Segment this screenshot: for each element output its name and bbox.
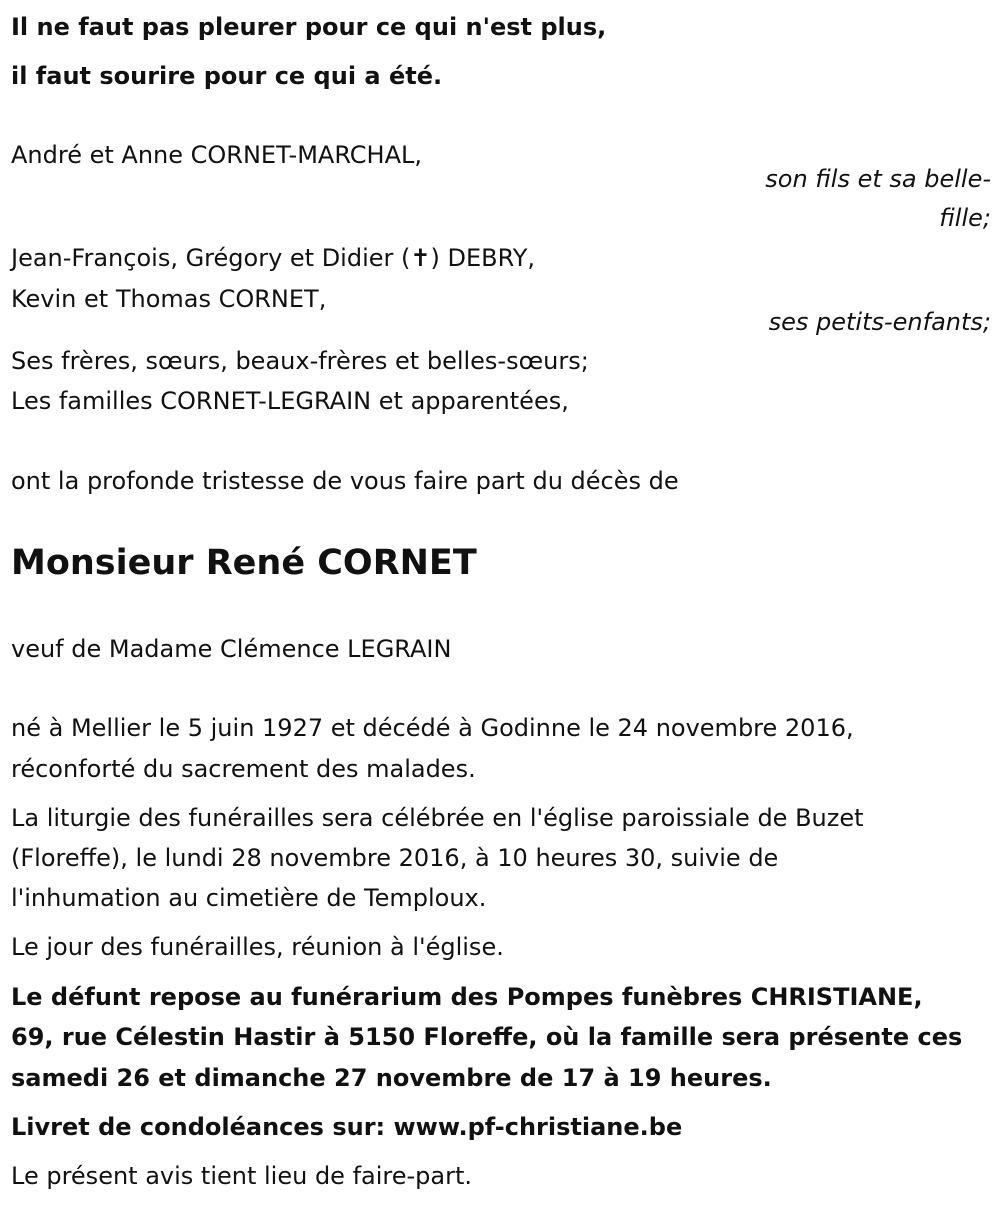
- condolences-text: Livret de condoléances sur: www.pf-christiane.be: [11, 1113, 683, 1141]
- birth-death-line-1: né à Mellier le 5 juin 1927 et décédé à Godinne le 24 novembre 2016,: [11, 714, 854, 742]
- liturgy-line-1: La liturgie des funérailles sera célébrée en l'église paroissiale de Buzet: [11, 804, 864, 832]
- family-son-role-1: son fils et sa belle-: [765, 165, 991, 193]
- rest-line-3: samedi 26 et dimanche 27 novembre de 17 à 19 heures.: [11, 1064, 772, 1092]
- widower-text: veuf de Madame Clémence LEGRAIN: [11, 635, 452, 663]
- notice-text: Le présent avis tient lieu de faire-part.: [11, 1162, 473, 1190]
- birth-death-line-2: réconforté du sacrement des malades.: [11, 755, 476, 783]
- family-son: André et Anne CORNET-MARCHAL,: [11, 141, 423, 169]
- liturgy-line-3: l'inhumation au cimetière de Temploux.: [11, 884, 487, 912]
- family-son-role-2: fille;: [939, 204, 991, 232]
- rest-line-2: 69, rue Célestin Hastir à 5150 Floreffe, où la famille sera présente ces: [11, 1023, 963, 1051]
- meeting-text: Le jour des funérailles, réunion à l'église.: [11, 933, 504, 961]
- family-grandchildren-role: ses petits-enfants;: [768, 308, 991, 336]
- announcement-text: ont la profonde tristesse de vous faire part du décès de: [11, 467, 679, 495]
- quote-line-2: il faut sourire pour ce qui a été.: [11, 62, 443, 90]
- obituary-notice: [11, 0, 991, 1212]
- family-siblings: Ses frères, sœurs, beaux-frères et belles-sœurs;: [11, 347, 589, 375]
- quote-line-1: Il ne faut pas pleurer pour ce qui n'est plus,: [11, 13, 607, 41]
- family-families: Les familles CORNET-LEGRAIN et apparentées,: [11, 387, 569, 415]
- liturgy-line-2: (Floreffe), le lundi 28 novembre 2016, à 10 heures 30, suivie de: [11, 844, 779, 872]
- family-grandchildren-1: Jean-François, Grégory et Didier (✝) DEBRY,: [11, 244, 536, 272]
- rest-line-1: Le défunt repose au funérarium des Pompes funèbres CHRISTIANE,: [11, 983, 923, 1011]
- deceased-name: Monsieur René CORNET: [11, 543, 477, 583]
- family-grandchildren-2: Kevin et Thomas CORNET,: [11, 285, 327, 313]
